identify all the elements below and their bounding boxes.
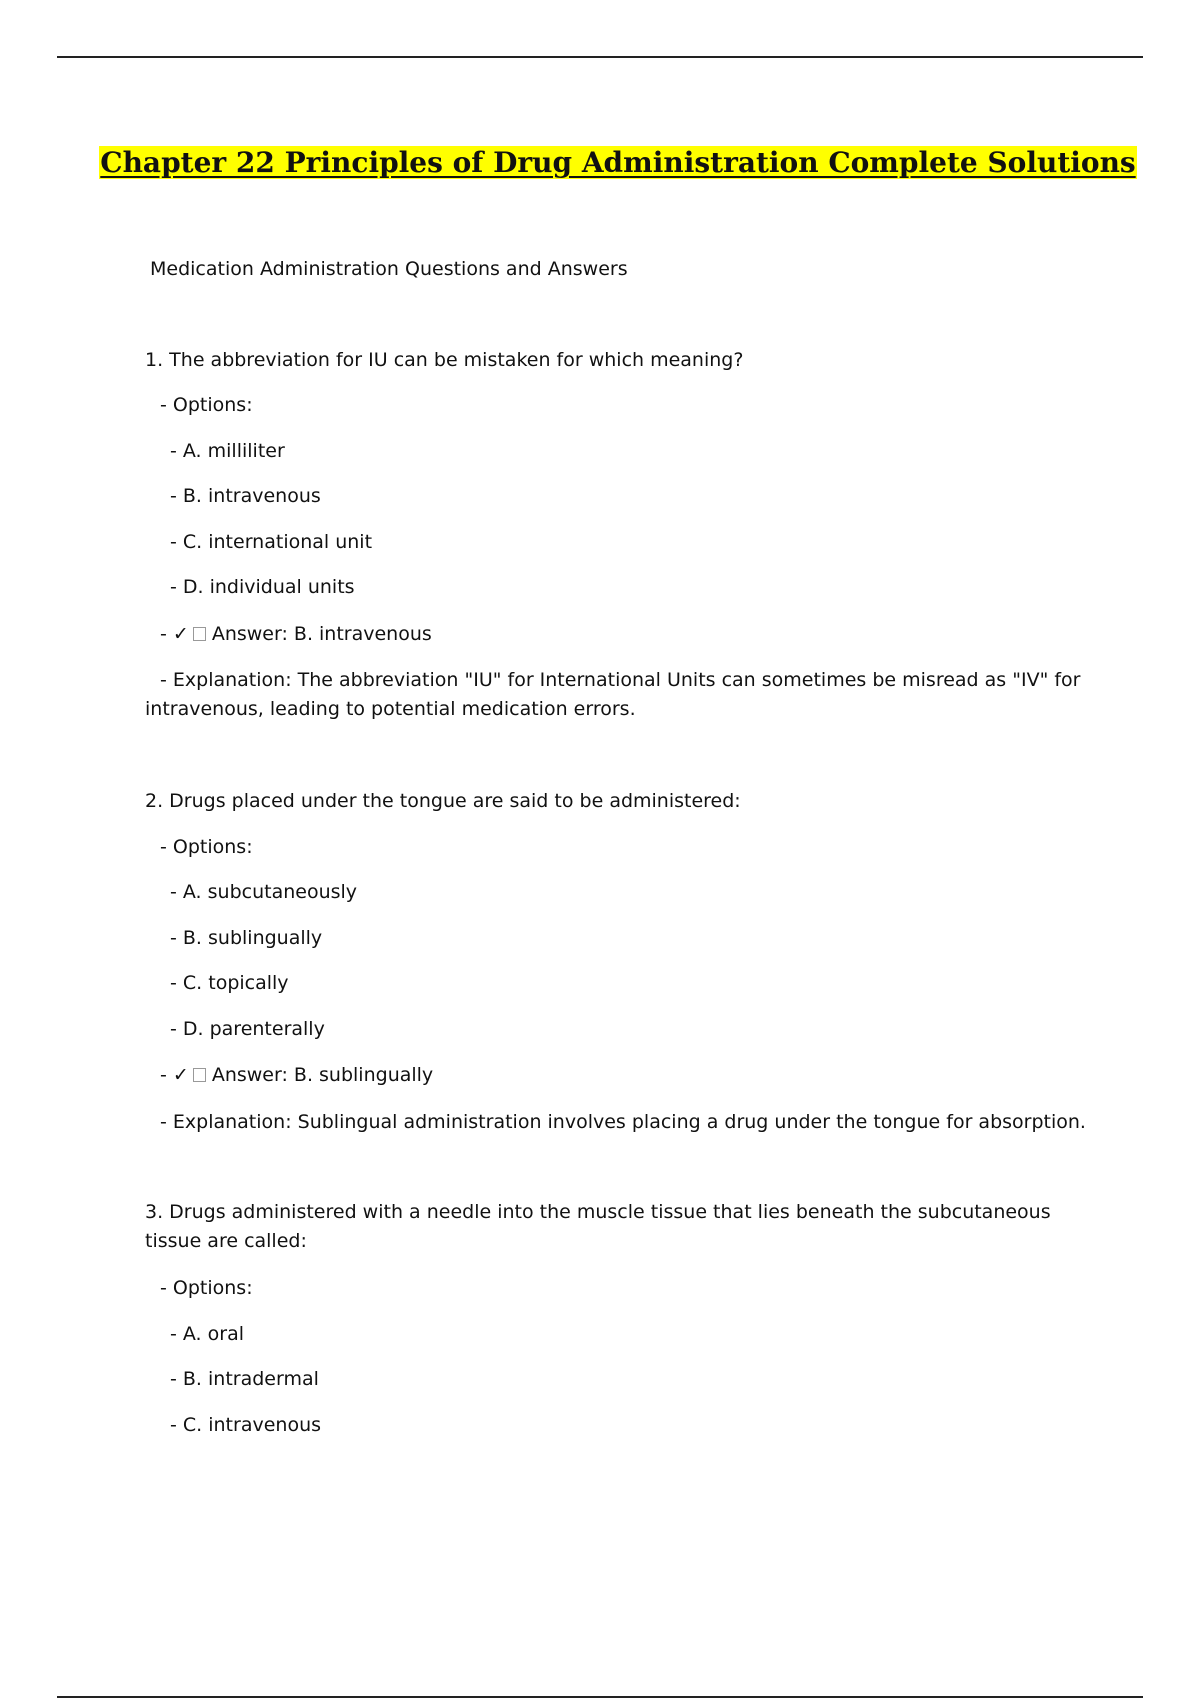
question-1-options-label: - Options: — [160, 394, 253, 416]
question-2-explanation: - Explanation: Sublingual administration involves placing a drug under the tongue for absorption. — [160, 1111, 1086, 1133]
question-2-answer-text: Answer: B. sublingually — [211, 1064, 434, 1086]
question-1-text: 1. The abbreviation for IU can be mistaken for which meaning? — [145, 349, 744, 371]
top-rule — [57, 56, 1143, 58]
question-2-option-c: - C. topically — [170, 972, 289, 994]
document-title: Chapter 22 Principles of Drug Administration Complete Solutions — [100, 146, 1136, 179]
question-1-option-b: - B. intravenous — [170, 485, 321, 507]
question-1-option-c: - C. international unit — [170, 531, 373, 553]
question-3-text: 3. Drugs administered with a needle into the muscle tissue that lies beneath the subcutaneous tissue are called: — [145, 1201, 1051, 1252]
bottom-rule — [57, 1696, 1143, 1698]
question-2-options-label: - Options: — [160, 836, 253, 858]
document-subtitle: Medication Administration Questions and Answers — [150, 258, 628, 280]
question-1-option-a: - A. milliliter — [170, 440, 285, 462]
question-2-option-a: - A. subcutaneously — [170, 881, 358, 903]
question-2-option-b: - B. sublingually — [170, 927, 323, 949]
question-2-option-d: - D. parenterally — [170, 1018, 325, 1040]
question-3-option-b: - B. intradermal — [170, 1368, 319, 1390]
checkbox-glyph-icon — [193, 1068, 206, 1082]
question-3-option-c: - C. intravenous — [170, 1414, 322, 1436]
check-icon: ✓ — [172, 1064, 189, 1086]
check-icon: ✓ — [172, 623, 189, 645]
question-1-explanation: - Explanation: The abbreviation "IU" for International Units can sometimes be misread as "IV" for intravenous, leading to potential medication errors. — [145, 669, 1081, 720]
question-3-options-label: - Options: — [160, 1277, 253, 1299]
checkbox-glyph-icon — [193, 627, 206, 641]
question-1-answer: - ✓ Answer: B. intravenous — [160, 623, 432, 645]
question-2-text: 2. Drugs placed under the tongue are said to be administered: — [145, 790, 741, 812]
question-1-option-d: - D. individual units — [170, 576, 355, 598]
question-1-answer-text: Answer: B. intravenous — [211, 623, 432, 645]
question-2-answer: - ✓ Answer: B. sublingually — [160, 1064, 434, 1086]
question-3-option-a: - A. oral — [170, 1323, 244, 1345]
